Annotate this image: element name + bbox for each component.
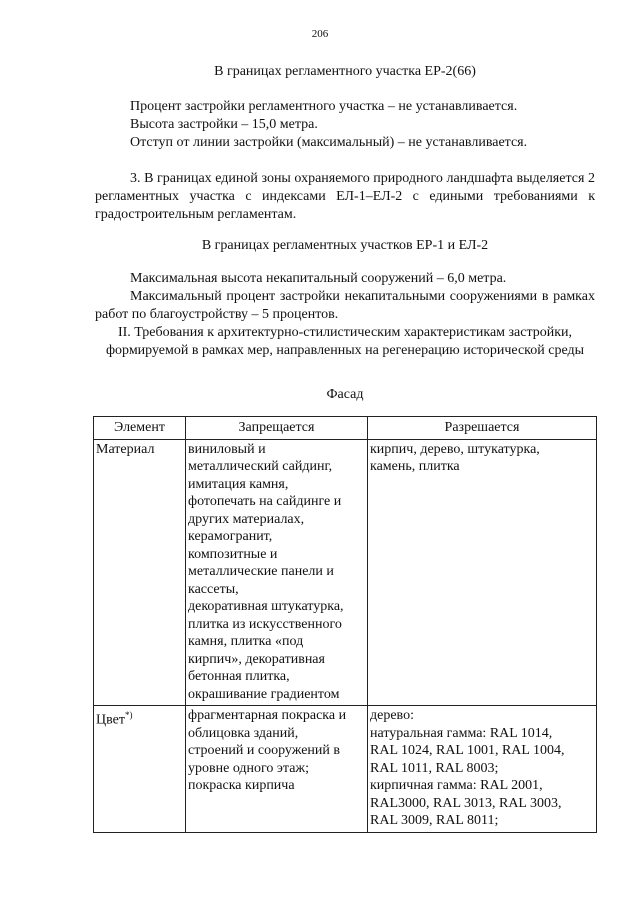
- section-ii-heading: II. Требования к архитектурно-стилистическим характеристикам застройки, формируемой в рамках мер, направленных на регенерацию исторической среды: [105, 325, 585, 358]
- section1-line: Высота застройки – 15,0 метра.: [130, 117, 318, 132]
- cell-element: [94, 706, 186, 833]
- forbidden-line: имитация камня,: [188, 476, 289, 492]
- forbidden-line: уровне одного этаж;: [188, 760, 309, 776]
- forbidden-line: облицовка зданий,: [188, 725, 299, 741]
- forbidden-line: других материалах,: [188, 511, 305, 527]
- header-allowed: Разрешается: [368, 417, 597, 440]
- section2-line: Максимальная высота некапитальный сооружений – 6,0 метра.: [130, 271, 507, 286]
- footnote-mark: *): [124, 710, 133, 720]
- section2-body: [95, 270, 595, 324]
- forbidden-line: кассеты,: [188, 581, 239, 597]
- forbidden-line: фрагментарная покраска и: [188, 708, 347, 723]
- allowed-line: RAL 1024, RAL 1001, RAL 1004,: [370, 743, 565, 758]
- facade-heading: Фасад: [326, 387, 364, 402]
- section2-paragraph: Максимальный процент застройки некапитальными сооружениями в рамках работ по благоустройству – 5 процентов.: [95, 289, 595, 322]
- header-element: Элемент: [94, 417, 186, 440]
- forbidden-line: фотопечать на сайдинге и: [188, 494, 342, 509]
- forbidden-line: бетонная плитка,: [188, 669, 290, 684]
- allowed-line: кирпич, дерево, штукатурка,: [370, 441, 540, 457]
- page-number: 206: [311, 28, 329, 40]
- forbidden-line: камня, плитка «под: [188, 634, 304, 649]
- allowed-line: натуральная гамма: RAL 1014,: [370, 725, 553, 741]
- section1-list: [95, 98, 595, 152]
- forbidden-line: металлический сайдинг,: [188, 459, 333, 474]
- section1-line: Процент застройки регламентного участка – не устанавливается.: [130, 99, 518, 114]
- forbidden-line: виниловый и: [188, 441, 266, 457]
- header-forbidden: Запрещается: [186, 417, 368, 440]
- allowed-line: RAL 1011, RAL 8003;: [370, 760, 499, 776]
- forbidden-line: керамогранит,: [188, 529, 273, 544]
- forbidden-line: кирпич», декоративная: [188, 651, 325, 667]
- table-row-color: [94, 706, 597, 833]
- cell-allowed: [368, 439, 597, 706]
- forbidden-line: металлические панели и: [188, 564, 334, 579]
- forbidden-line: композитные и: [188, 546, 278, 562]
- allowed-line: дерево:: [370, 708, 414, 723]
- section1-line: Отступ от линии застройки (максимальный) – не устанавливается.: [130, 135, 528, 150]
- section2-heading: В границах регламентных участков ЕР-1 и ЕЛ-2: [201, 238, 489, 253]
- cell-allowed: [368, 706, 597, 833]
- allowed-line: кирпичная гамма: RAL 2001,: [370, 778, 543, 793]
- section1-heading: В границах регламентного участка ЕР-2(66): [214, 64, 476, 79]
- element-label: Цвет: [96, 712, 125, 728]
- forbidden-line: покраска кирпича: [188, 778, 295, 793]
- cell-forbidden: [186, 706, 368, 833]
- table-header-row: [94, 417, 597, 440]
- cell-forbidden: [186, 439, 368, 706]
- forbidden-line: декоративная штукатурка,: [188, 599, 344, 614]
- forbidden-line: плитка из искусственного: [188, 616, 342, 632]
- cell-element: Материал: [94, 439, 186, 706]
- allowed-line: RAL 3009, RAL 8011;: [370, 813, 499, 828]
- table-row-material: [94, 439, 597, 706]
- forbidden-line: окрашивание градиентом: [188, 686, 340, 702]
- item-3-paragraph: 3. В границах единой зоны охраняемого природного ландшафта выделяется 2 регламентных участка с индексами ЕЛ-1–ЕЛ-2 с едиными требованиями к градостроительным регламентам.: [95, 171, 595, 222]
- forbidden-line: строений и сооружений в: [188, 743, 340, 758]
- allowed-line: RAL3000, RAL 3013, RAL 3003,: [370, 795, 562, 811]
- facade-table: [93, 416, 597, 833]
- allowed-line: камень, плитка: [370, 459, 460, 474]
